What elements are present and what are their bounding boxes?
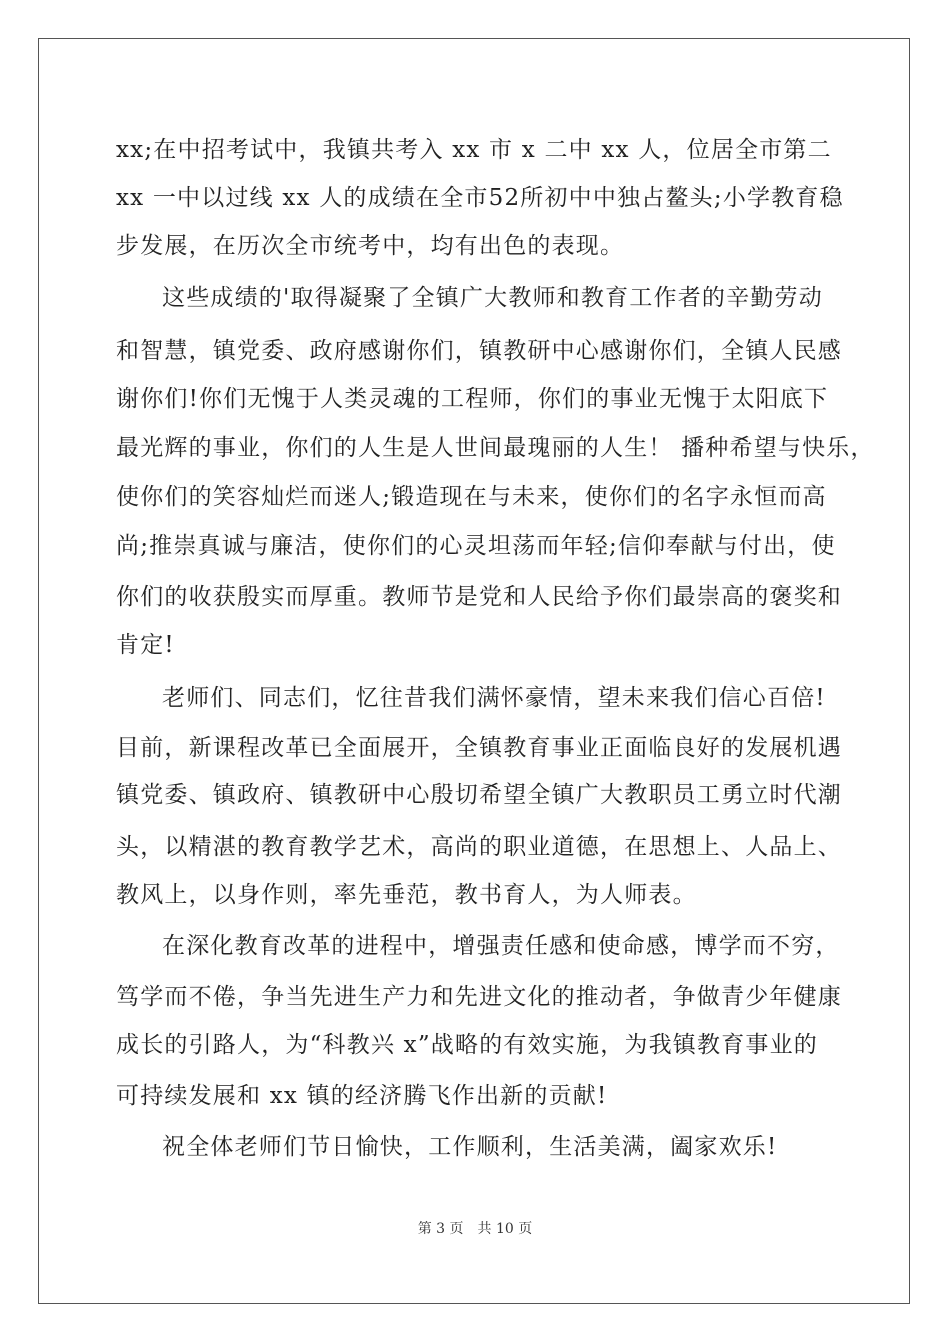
- text-line: xx;在中招考试中，我镇共考入 xx 市 x 二中 xx 人，位居全市第二: [116, 137, 832, 163]
- text-line: 步发展，在历次全市统考中，均有出色的表现。: [116, 233, 625, 259]
- text-line: 和智慧，镇党委、政府感谢你们，镇教研中心感谢你们，全镇人民感: [116, 338, 842, 364]
- text-line: 这些成绩的'取得凝聚了全镇广大教师和教育工作者的辛勤劳动: [162, 285, 823, 311]
- text-line: 最光辉的事业，你们的人生是人世间最瑰丽的人生！ 播种希望与快乐，: [116, 435, 875, 461]
- text-line: 目前，新课程改革已全面展开，全镇教育事业正面临良好的发展机遇: [116, 735, 842, 761]
- text-line: 你们的收获殷实而厚重。教师节是党和人民给予你们最崇高的褒奖和: [116, 584, 842, 610]
- text-line: 谢你们!你们无愧于人类灵魂的工程师，你们的事业无愧于太阳底下: [116, 386, 829, 412]
- page-total: 共 10 页: [477, 1221, 533, 1237]
- text-line: 老师们、同志们，忆往昔我们满怀豪情，望未来我们信心百倍!: [162, 685, 826, 711]
- page-border: [38, 38, 910, 1304]
- text-line: 祝全体老师们节日愉快，工作顺利，生活美满，阖家欢乐!: [162, 1134, 778, 1160]
- page-number: 第 3 页: [417, 1221, 464, 1237]
- text-line: 尚;推崇真诚与廉洁，使你们的心灵坦荡而年轻;信仰奉献与付出，使: [116, 533, 836, 559]
- page-footer: [0, 1218, 950, 1238]
- text-line: 使你们的笑容灿烂而迷人;锻造现在与未来，使你们的名字永恒而高: [116, 484, 827, 510]
- text-line: xx 一中以过线 xx 人的成绩在全市52所初中中独占鳌头;小学教育稳: [116, 185, 844, 211]
- text-line: 教风上，以身作则，率先垂范，教书育人，为人师表。: [116, 882, 697, 908]
- text-line: 镇党委、镇政府、镇教研中心殷切希望全镇广大教职员工勇立时代潮: [116, 782, 842, 808]
- text-line: 在深化教育改革的进程中，增强责任感和使命感，博学而不穷，: [162, 933, 840, 959]
- text-line: 可持续发展和 xx 镇的经济腾飞作出新的贡献!: [116, 1083, 608, 1109]
- text-line: 头，以精湛的教育教学艺术，高尚的职业道德，在思想上、人品上、: [116, 834, 842, 860]
- text-line: 肯定!: [116, 632, 175, 658]
- text-line: 成长的引路人，为“科教兴 x”战略的有效实施，为我镇教育事业的: [116, 1032, 818, 1058]
- text-line: 笃学而不倦，争当先进生产力和先进文化的推动者，争做青少年健康: [116, 984, 842, 1010]
